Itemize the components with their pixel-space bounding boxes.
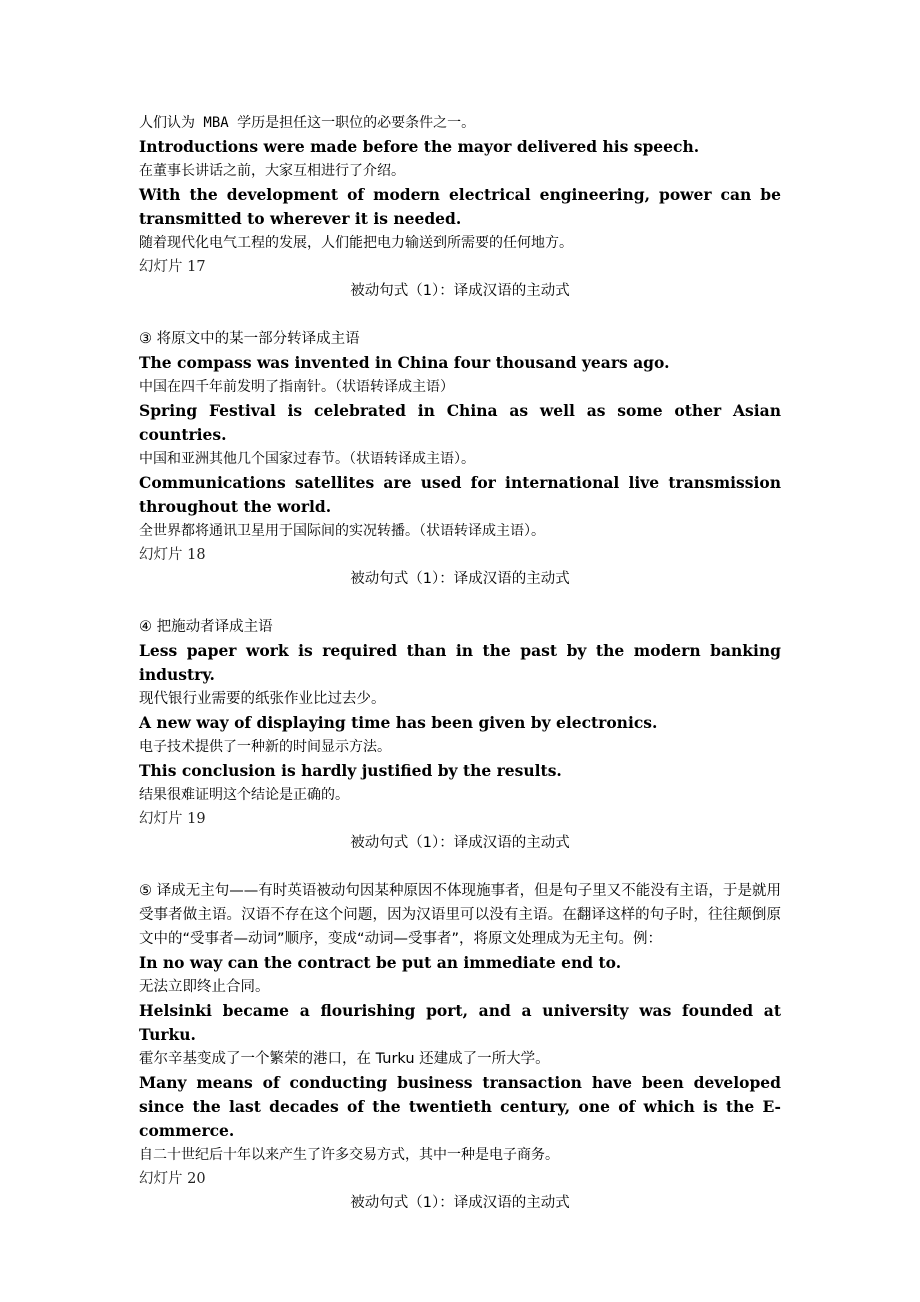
section-3-zh-3: 全世界都将通讯卫星用于国际间的实况转播。（状语转译成主语）。 [139,523,545,539]
slide-title-17: 被动句式（1）：译成汉语的主动式 [350,283,570,299]
section-3-en-3: Communications satellites are used for international live transmission throughout the world. [139,473,781,516]
section-3-heading: ③ 将原文中的某一部分转译成主语 [139,331,360,347]
zh-introductions-sentence: 在董事长讲话之前，大家互相进行了介绍。 [139,163,405,179]
section-3-en-1: The compass was invented in China four thousand years ago. [139,353,670,372]
document-page [139,111,781,1215]
section-4-zh-2: 电子技术提供了一种新的时间显示方法。 [139,739,391,755]
slide-number-17: 幻灯片 17 [139,259,206,275]
zh-requirement-sentence: 人们认为 MBA 学历是担任这一职位的必要条件之一。 [139,115,476,131]
section-5-en-2: Helsinki became a flourishing port, and a university was founded at Turku. [139,1001,781,1044]
zh-development-sentence: 随着现代化电气工程的发展，人们能把电力输送到所需要的任何地方。 [139,235,573,251]
en-development-sentence: With the development of modern electrical engineering, power can be transmitted to wherever it is needed. [139,185,781,228]
section-4-en-2: A new way of displaying time has been given by electronics. [139,713,658,732]
section-4-zh-3: 结果很难证明这个结论是正确的。 [139,787,349,803]
spacer [139,855,781,879]
section-5-zh-1: 无法立即终止合同。 [139,979,270,995]
slide-title-19: 被动句式（1）：译成汉语的主动式 [350,835,570,851]
slide-number-19: 幻灯片 19 [139,811,206,827]
section-3-en-2: Spring Festival is celebrated in China as well as some other Asian countries. [139,401,781,444]
section-4-en-1: Less paper work is required than in the past by the modern banking industry. [139,641,781,684]
section-3-zh-1: 中国在四千年前发明了指南针。（状语转译成主语） [139,379,454,395]
section-5-heading-paragraph: ⑤ 译成无主句——有时英语被动句因某种原因不体现施事者，但是句子里又不能没有主语，于是就用受事者做主语。汉语不存在这个问题，因为汉语里可以没有主语。在翻译这样的句子时，往往颠倒原文中的“受事者—动词”顺序，变成“动词—受事者”，将原文处理成为无主句。例： [139,883,781,947]
slide-title-20: 被动句式（1）：译成汉语的主动式 [350,1195,570,1211]
section-4-heading: ④ 把施动者译成主语 [139,619,273,635]
slide-title-18: 被动句式（1）：译成汉语的主动式 [350,571,570,587]
en-introductions-sentence: Introductions were made before the mayor delivered his speech. [139,137,700,156]
slide-number-20: 幻灯片 20 [139,1171,206,1187]
spacer [139,591,781,615]
section-3-zh-2: 中国和亚洲其他几个国家过春节。（状语转译成主语）。 [139,451,475,467]
section-5-zh-2: 霍尔辛基变成了一个繁荣的港口，在 Turku 还建成了一所大学。 [139,1051,550,1067]
section-4-en-3: This conclusion is hardly justified by the results. [139,761,562,780]
section-5-en-1: In no way can the contract be put an immediate end to. [139,953,622,972]
slide-number-18: 幻灯片 18 [139,547,206,563]
section-5-en-3: Many means of conducting business transaction have been developed since the last decades of the twentieth century, one of which is the E-commerce. [139,1073,781,1140]
section-5-zh-3: 自二十世纪后十年以来产生了许多交易方式，其中一种是电子商务。 [139,1147,559,1163]
section-4-zh-1: 现代银行业需要的纸张作业比过去少。 [139,691,386,707]
spacer [139,303,781,327]
